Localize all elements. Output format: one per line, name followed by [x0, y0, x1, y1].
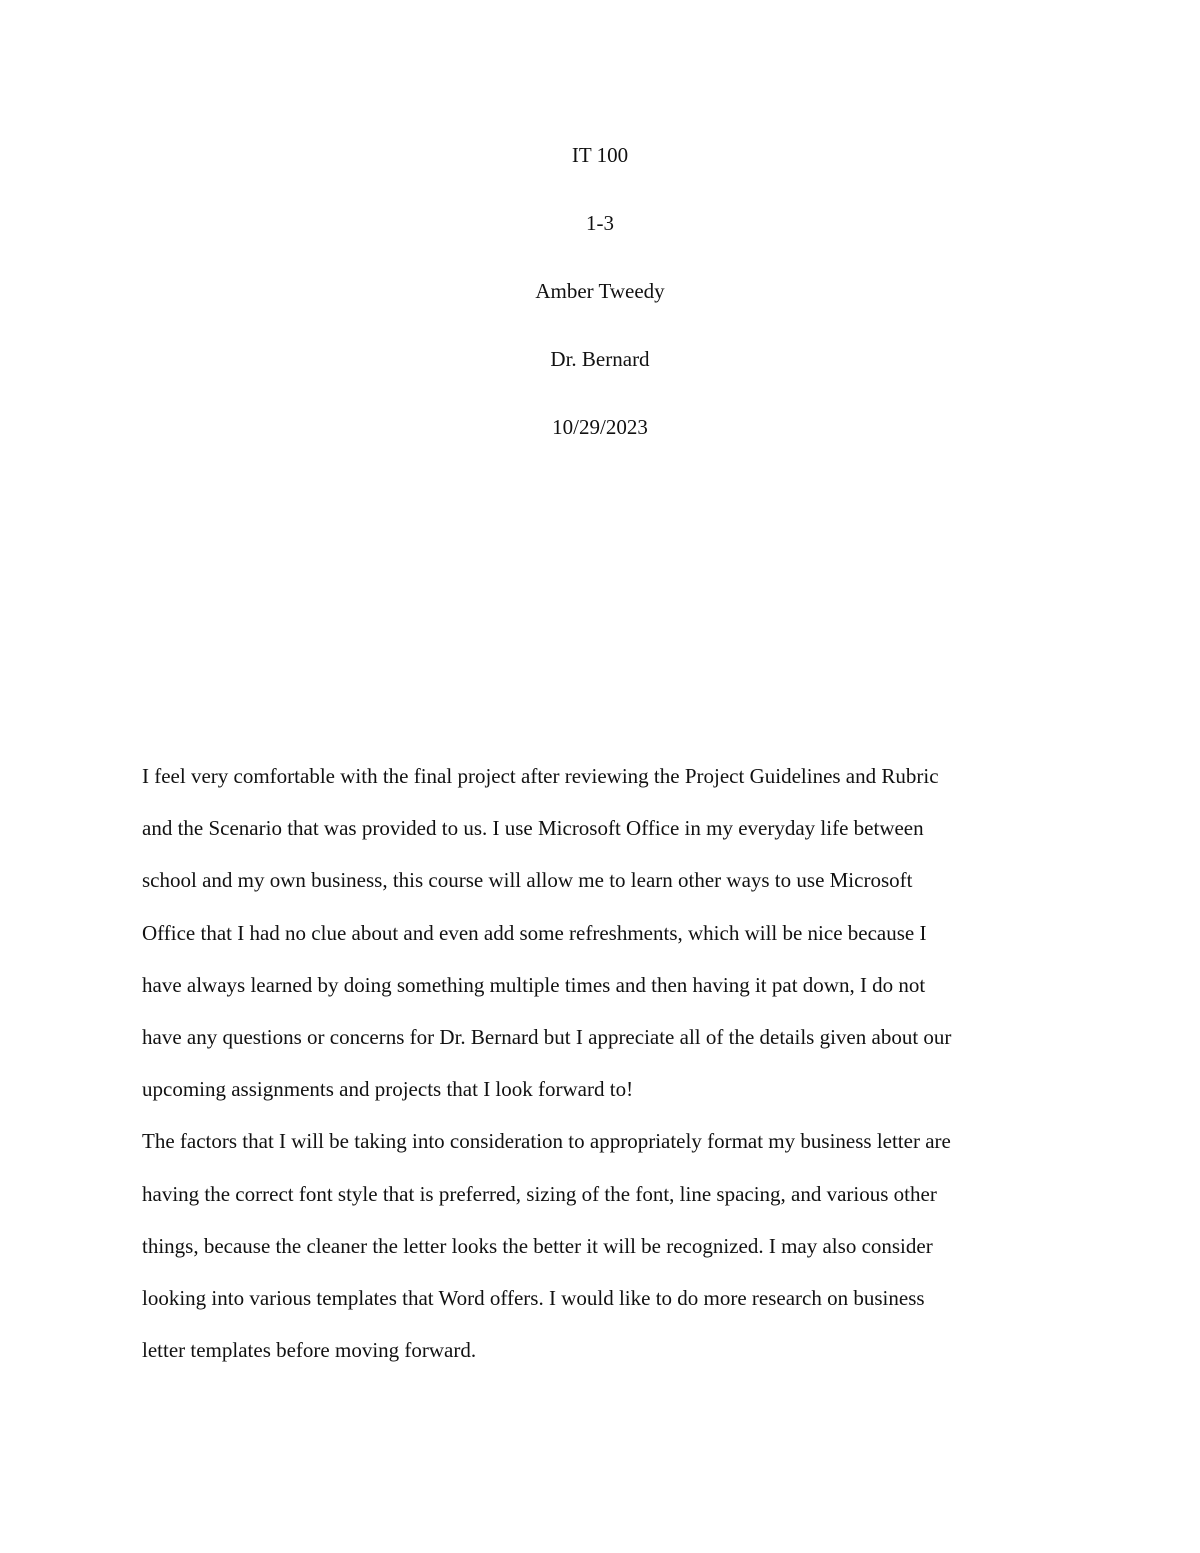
instructor-name: Dr. Bernard	[550, 347, 650, 371]
title-block	[0, 140, 1200, 480]
paragraph-line: looking into various templates that Word offers. I would like to do more research on business	[142, 1285, 925, 1310]
body-text	[142, 750, 1057, 1376]
paragraph-line: things, because the cleaner the letter looks the better it will be recognized. I may also consider	[142, 1233, 933, 1258]
submission-date: 10/29/2023	[552, 415, 648, 439]
paragraph-line: having the correct font style that is preferred, sizing of the font, line spacing, and various other	[142, 1181, 937, 1206]
paragraph-line: upcoming assignments and projects that I look forward to!	[142, 1077, 634, 1102]
assignment-number: 1-3	[586, 211, 614, 235]
paragraph-2	[142, 1115, 1057, 1376]
paragraph-line: The factors that I will be taking into consideration to appropriately format my business letter are	[142, 1129, 951, 1154]
paragraph-line: Office that I had no clue about and even add some refreshments, which will be nice because I	[142, 920, 927, 945]
course-code: IT 100	[571, 143, 629, 167]
paragraph-line: letter templates before moving forward.	[142, 1338, 477, 1363]
paragraph-line: and the Scenario that was provided to us. I use Microsoft Office in my everyday life between	[142, 816, 924, 841]
paragraph-line: I feel very comfortable with the final project after reviewing the Project Guidelines and Rubric	[142, 764, 939, 788]
paragraph-line: have always learned by doing something multiple times and then having it pat down, I do not	[142, 972, 926, 997]
paragraph-line: have any questions or concerns for Dr. Bernard but I appreciate all of the details given about our	[142, 1024, 952, 1049]
author-name: Amber Tweedy	[535, 279, 665, 303]
paragraph-line: school and my own business, this course will allow me to learn other ways to use Microsoft	[142, 868, 913, 893]
paragraph-1	[142, 750, 1057, 1115]
